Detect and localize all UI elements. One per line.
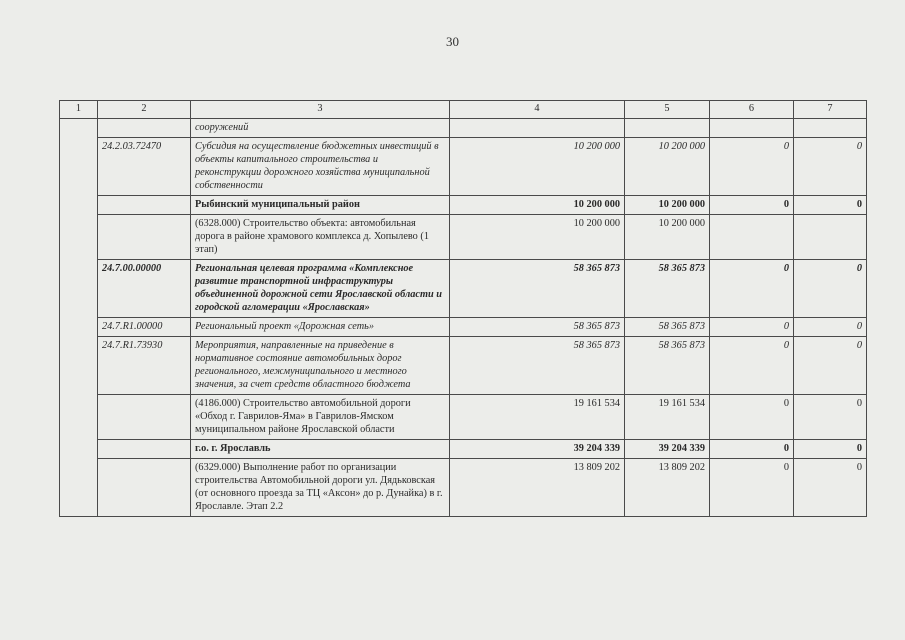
amount-cell: 0 bbox=[710, 459, 794, 517]
code-cell bbox=[98, 119, 191, 138]
name-cell: (4186.000) Строительство автомобильной дороги «Обход г. Гаврилов-Яма» в Гаврилов-Ямском муниципальном районе Ярославской области bbox=[191, 395, 450, 440]
amount-cell: 10 200 000 bbox=[625, 215, 710, 260]
column-header: 3 bbox=[191, 101, 450, 119]
column-header: 4 bbox=[450, 101, 625, 119]
amount-cell: 0 bbox=[710, 196, 794, 215]
amount-cell: 0 bbox=[710, 318, 794, 337]
column-header: 7 bbox=[794, 101, 867, 119]
amount-cell: 0 bbox=[794, 395, 867, 440]
amount-cell: 13 809 202 bbox=[625, 459, 710, 517]
table-row bbox=[60, 196, 867, 215]
name-cell: сооружений bbox=[191, 119, 450, 138]
amount-cell: 0 bbox=[794, 440, 867, 459]
table-row bbox=[60, 138, 867, 196]
table-row bbox=[60, 459, 867, 517]
code-cell: 24.7.R1.73930 bbox=[98, 337, 191, 395]
table-row bbox=[60, 215, 867, 260]
amount-cell: 0 bbox=[710, 395, 794, 440]
code-cell bbox=[98, 215, 191, 260]
amount-cell: 10 200 000 bbox=[450, 196, 625, 215]
amount-cell: 58 365 873 bbox=[450, 337, 625, 395]
table-row bbox=[60, 318, 867, 337]
amount-cell: 0 bbox=[794, 260, 867, 318]
table-row bbox=[60, 119, 867, 138]
code-cell: 24.2.03.72470 bbox=[98, 138, 191, 196]
amount-cell: 10 200 000 bbox=[450, 138, 625, 196]
amount-cell: 0 bbox=[794, 138, 867, 196]
name-cell: Субсидия на осуществление бюджетных инвестиций в объекты капитального строительства и реконструкции дорожного хозяйства муниципальной собственности bbox=[191, 138, 450, 196]
name-cell: г.о. г. Ярославль bbox=[191, 440, 450, 459]
budget-table bbox=[59, 100, 867, 517]
name-cell: Региональная целевая программа «Комплексное развитие транспортной инфраструктуры объединенной дорожной сети Ярославской области и городской агломерации «Ярославская» bbox=[191, 260, 450, 318]
amount-cell: 0 bbox=[794, 318, 867, 337]
amount-cell: 58 365 873 bbox=[625, 260, 710, 318]
amount-cell bbox=[710, 119, 794, 138]
amount-cell bbox=[625, 119, 710, 138]
amount-cell: 19 161 534 bbox=[625, 395, 710, 440]
amount-cell bbox=[794, 215, 867, 260]
amount-cell bbox=[794, 119, 867, 138]
amount-cell: 58 365 873 bbox=[450, 260, 625, 318]
index-cell bbox=[60, 119, 98, 517]
code-cell bbox=[98, 196, 191, 215]
amount-cell: 0 bbox=[794, 459, 867, 517]
amount-cell: 10 200 000 bbox=[625, 196, 710, 215]
name-cell: Рыбинский муниципальный район bbox=[191, 196, 450, 215]
column-header: 2 bbox=[98, 101, 191, 119]
table-row bbox=[60, 337, 867, 395]
name-cell: Региональный проект «Дорожная сеть» bbox=[191, 318, 450, 337]
amount-cell: 58 365 873 bbox=[625, 337, 710, 395]
table-row bbox=[60, 395, 867, 440]
code-cell: 24.7.00.00000 bbox=[98, 260, 191, 318]
amount-cell: 0 bbox=[710, 337, 794, 395]
column-header: 6 bbox=[710, 101, 794, 119]
amount-cell: 58 365 873 bbox=[450, 318, 625, 337]
name-cell: (6328.000) Строительство объекта: автомобильная дорога в районе храмового комплекса д. Хопылево (1 этап) bbox=[191, 215, 450, 260]
table-row bbox=[60, 440, 867, 459]
amount-cell: 13 809 202 bbox=[450, 459, 625, 517]
amount-cell: 0 bbox=[794, 196, 867, 215]
amount-cell: 0 bbox=[710, 138, 794, 196]
amount-cell: 0 bbox=[710, 260, 794, 318]
amount-cell: 19 161 534 bbox=[450, 395, 625, 440]
code-cell bbox=[98, 395, 191, 440]
amount-cell: 58 365 873 bbox=[625, 318, 710, 337]
column-header: 5 bbox=[625, 101, 710, 119]
table-header-row bbox=[60, 101, 867, 119]
name-cell: Мероприятия, направленные на приведение в нормативное состояние автомобильных дорог регионального, межмуниципального и местного значения, за счет средств областного бюджета bbox=[191, 337, 450, 395]
amount-cell: 0 bbox=[794, 337, 867, 395]
code-cell: 24.7.R1.00000 bbox=[98, 318, 191, 337]
amount-cell bbox=[710, 215, 794, 260]
amount-cell: 39 204 339 bbox=[625, 440, 710, 459]
column-header: 1 bbox=[60, 101, 98, 119]
amount-cell: 39 204 339 bbox=[450, 440, 625, 459]
code-cell bbox=[98, 459, 191, 517]
page-number: 30 bbox=[446, 34, 459, 49]
amount-cell: 10 200 000 bbox=[450, 215, 625, 260]
name-cell: (6329.000) Выполнение работ по организации строительства Автомобильной дороги ул. Дядьковская (от основного проезда за ТЦ «Аксон» до р. Дунайка) в г. Ярославле. Этап 2.2 bbox=[191, 459, 450, 517]
amount-cell: 10 200 000 bbox=[625, 138, 710, 196]
amount-cell: 0 bbox=[710, 440, 794, 459]
amount-cell bbox=[450, 119, 625, 138]
table-row bbox=[60, 260, 867, 318]
code-cell bbox=[98, 440, 191, 459]
